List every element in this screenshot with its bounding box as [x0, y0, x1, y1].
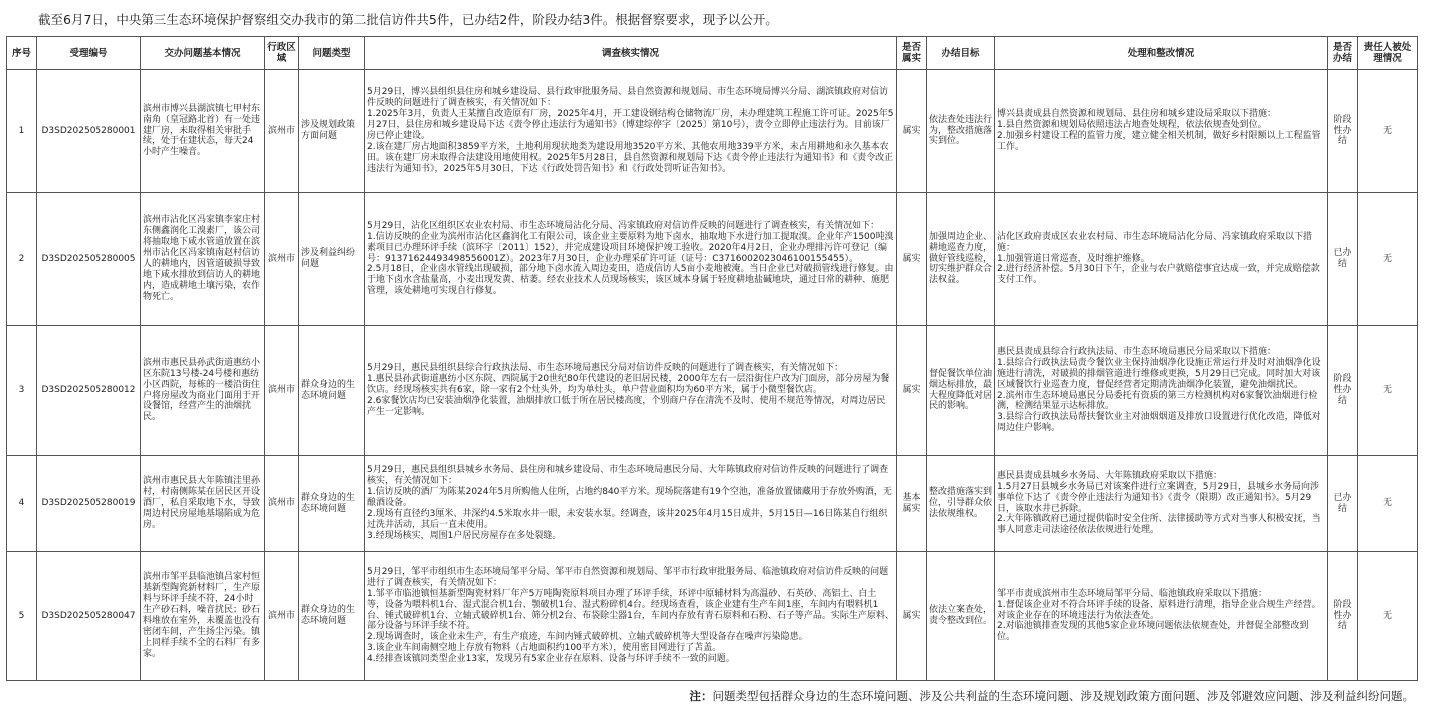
- cell-goal: 依法查处违法行为，整改措施落实到位。: [927, 70, 995, 193]
- header-handling: 处理和整改情况: [995, 37, 1328, 70]
- cell-goal: 整改措施落实到位，引导群众依法依规维权。: [927, 456, 995, 552]
- cell-problem: 滨州市博兴县湖滨镇七甲村东南角（皇冠路北首）有一处违建厂房，未取得相关审批手续，处于在建状态，每天24小时产生噪音。: [141, 70, 265, 193]
- cell-verified: 属实: [897, 70, 927, 193]
- cell-id: D3SD202505280001: [37, 70, 141, 193]
- cell-accountability: 无: [1358, 552, 1418, 681]
- table-header-row: [7, 37, 1418, 70]
- header-no: 序号: [7, 37, 37, 70]
- cell-handling: 博兴县责成县自然资源和规划局、县住房和城乡建设局采取以下措施： 1.县自然资源和规划局依照违法占地查处规程，依法依规查处到位。 2.加强乡村建设工程的监管力度，建立健全相关机制，做好乡村限额以上工程监管工作。: [995, 70, 1328, 193]
- cell-accountability: 无: [1358, 193, 1418, 326]
- cell-goal: 督促餐饮单位油烟达标排放，最大程度降低对居民的影响。: [927, 326, 995, 456]
- cell-problem: 滨州市邹平县临池镇吕家村恒基新型陶瓷新材料厂，生产原料与环评手续不符，24小时生产砂石料，噪音扰民；砂石料堆放在室外，未覆盖也没有密闭车间，产生扬尘污染。镇上同样手续不全的石料厂有多家。: [141, 552, 265, 681]
- cell-id: D3SD202505280005: [37, 193, 141, 326]
- cell-done: 阶段性办结: [1328, 326, 1358, 456]
- header-accountability: 责任人被处理情况: [1358, 37, 1418, 70]
- cell-id: D3SD202505280047: [37, 552, 141, 681]
- cell-verified: 属实: [897, 193, 927, 326]
- cell-done: 已办结: [1328, 456, 1358, 552]
- cell-investigation: 5月29日，沾化区组织区农业农村局、市生态环境局沾化分局、冯家镇政府对信访件反映的问题进行了调查核实，有关情况如下： 1.信访反映的企业为滨州市沾化区鑫润化工有限公司，该企业主要原料为地下卤水，抽取地下水进行加工提取溴。企业年产1500吨溴素项目已办理环评手续（滨环字〔2011〕152），并完成建设项目环境保护竣工验收。2020年4月2日，企业办理排污许可登记（编号：91371624493498556001Z）。2023年7月30日，企业办理采矿许可证（证号：C3716002023046100155455）。 2.5月18日，企业卤水管线出现破损，部分地下卤水流入周边麦田，造成信访人5亩小麦地被淹。当日企业已对破损管线进行修复。由于地下卤水含盐量高，小麦出现发黄、枯萎。经农业技术人员现场核实，该区域本身属于轻度耕地盐碱地块，通过日常的耕种、施肥管理，该处耕地可实现自行修复。: [365, 193, 897, 326]
- header-id: 受理编号: [37, 37, 141, 70]
- cell-accountability: 无: [1358, 456, 1418, 552]
- header-region: 行政区域: [265, 37, 299, 70]
- cell-done: 已办结: [1328, 193, 1358, 326]
- cell-goal: 依法立案查处，责令整改到位。: [927, 552, 995, 681]
- table-row: [7, 326, 1418, 456]
- header-investigation: 调查核实情况: [365, 37, 897, 70]
- cell-accountability: 无: [1358, 326, 1418, 456]
- cell-region: 滨州市: [265, 552, 299, 681]
- cell-no: 5: [7, 552, 37, 681]
- cell-region: 滨州市: [265, 193, 299, 326]
- cell-accountability: 无: [1358, 70, 1418, 193]
- header-done: 是否办结: [1328, 37, 1358, 70]
- cell-investigation: 5月29日，惠民县组织县综合行政执法局、市生态环境局惠民分局对信访件反映的问题进行了调查核实，有关情况如下： 1.惠民县孙武街道惠纺小区东院、西院属于20世纪80年代建设的老旧居民楼，2000年左右一层沿街住户改为门面房，部分房屋为餐饮店。经现场核实共有6家，除一家有2个灶头外，均为单灶头，单户营业面积均为60平方米，属于小微型餐饮店。 2.6家餐饮店均已安装油烟净化装置，油烟排放口低于所在居民楼高度，个别商户存在清洗不及时、使用不规范等情况，对周边居民产生一定影响。: [365, 326, 897, 456]
- table-row: [7, 552, 1418, 681]
- cell-verified: 属实: [897, 552, 927, 681]
- cell-id: D3SD202505280019: [37, 456, 141, 552]
- cell-handling: 惠民县责成县综合行政执法局、市生态环境局惠民分局采取以下措施： 1.县综合行政执法局责令餐饮业主保持油烟净化设施正常运行并及时对油烟净化设施进行清洗，对破损的排烟管道进行维修或更换，5月29日已完成。同时加大对该区域餐饮行业巡查力度，督促经营者定期清洗油烟净化装置，避免油烟扰民。 2.滨州市生态环境局惠民分局委托有资质的第三方检测机构对6家餐饮油烟进行检测，检测结果显示达标排放。 3.县综合行政执法局帮扶餐饮业主对油烟烟道及排放口设置进行优化改造，降低对周边住户影响。: [995, 326, 1328, 456]
- cell-type: 群众身边的生态环境问题: [299, 326, 365, 456]
- cell-region: 滨州市: [265, 326, 299, 456]
- table-row: [7, 456, 1418, 552]
- cell-goal: 加强周边企业、耕地巡查力度，做好管线巡检，切实维护群众合法权益。: [927, 193, 995, 326]
- cell-region: 滨州市: [265, 456, 299, 552]
- cell-problem: 滨州市惠民县大年陈镇洼里孙村，村南侧陈某在居民区开设酒厂，私自采取地下水，导致周边村民房屋地基塌陷成为危房。: [141, 456, 265, 552]
- cell-investigation: 5月29日，邹平市组织市生态环境局邹平分局、邹平市自然资源和规划局、邹平市行政审批服务局、临池镇政府对信访件反映的问题进行了调查核实，有关情况如下： 1.邹平市临池镇恒基新型陶瓷材料厂年产5万吨陶瓷原料项目办理了环评手续，环评中原辅材料为高温砂、石英砂、高铝土、白土等，设备为喂料机1台、湿式混合机1台、颚破机1台、湿式粉碎机4台。经现场查看，该企业建有生产车间1座，车间内有喂料机1台、锤式破碎机1台、立轴式破碎机1台、筛分机2台、布袋除尘器1台，车间内存放有青石原料和石粉、石子等产品。实际生产原料、部分设备与环评手续不符。 2.现场调查时，该企业未生产，有生产痕迹，车间内锤式破碎机、立轴式破碎机等大型设备存在噪声污染隐患。 3.该企业车间南侧空地上存放有物料（占地面积约100平方米），使用密目网进行了苫盖。 4.经排查该镇同类型企业13家，发现另有5家企业存在原料、设备与环评手续不一致的问题。: [365, 552, 897, 681]
- intro-text: 截至6月7日，中央第三生态环境保护督察组交办我市的第二批信访件共5件，已办结2件，阶段办结3件。根据督察要求，现予以公开。: [38, 12, 778, 27]
- cell-investigation: 5月29日，惠民县组织县城乡水务局、县住房和城乡建设局、市生态环境局惠民分局、大年陈镇政府对信访件反映的问题进行了调查核实，有关情况如下： 1.信访反映的酒厂为陈某2024年5月所购他人住所，占地约840平方米。现场院落建有19个空池，准备放置储藏用于存放外购酒，无酿酒设备。 2.现场有直径约3厘米、井深约4.5米取水井一眼，未安装水泵。经调查，该井2025年4月15日成井，5月15日—16日陈某自行组织过洗井活动，其后一直未使用。 3.经现场核实，周围1户居民房屋存在多处裂缝。: [365, 456, 897, 552]
- cell-verified: 属实: [897, 326, 927, 456]
- cell-no: 1: [7, 70, 37, 193]
- cell-done: 阶段性办结: [1328, 552, 1358, 681]
- header-problem: 交办问题基本情况: [141, 37, 265, 70]
- cell-region: 滨州市: [265, 70, 299, 193]
- cell-handling: 惠民县责成县城乡水务局、大年陈镇政府采取以下措施： 1.5月27日县城乡水务局已对该案件进行立案调查，5月29日，县城乡水务局向涉事单位下达了《责令停止违法行为通知书》《责令（限期）改正通知书》。5月29日，该取水井已拆除。 2.大年陈镇政府已通过提供临时安全住所、法律援助等方式对当事人积极安抚，当事人同意走司法途径依法依规进行处理。: [995, 456, 1328, 552]
- cell-verified: 基本属实: [897, 456, 927, 552]
- cell-no: 2: [7, 193, 37, 326]
- cell-type: 涉及利益纠纷问题: [299, 193, 365, 326]
- cell-problem: 滨州市沾化区冯家镇李家庄村东侧鑫润化工溴素厂，该公司将抽取地下咸水管道放置在滨州市沾化区冯家镇南赵村信访人的耕地内，因管道破损导致地下咸水排放到信访人的耕地内，造成耕地土壤污染，农作物死亡。: [141, 193, 265, 326]
- cell-handling: 沾化区政府责成区农业农村局、市生态环境局沾化分局、冯家镇政府采取以下措施： 1.加强管道日常巡查，及时维护维修。 2.进行经济补偿。5月30日下午，企业与农户就赔偿事宜达成一致，并完成赔偿款支付工作。: [995, 193, 1328, 326]
- table-row: [7, 193, 1418, 326]
- cell-no: 4: [7, 456, 37, 552]
- table-row: [7, 70, 1418, 193]
- cell-investigation: 5月29日，博兴县组织县住房和城乡建设局、县行政审批服务局、县自然资源和规划局、市生态环境局博兴分局、湖滨镇政府对信访件反映的问题进行了调查核实，有关情况如下： 1.2025年3月，负责人王某擅自改造原有厂房，2025年4月，开工建设钢结构仓储物流厂房，未办理建筑工程施工许可证。2025年5月27日，县住房和城乡建设局下达《责令停止违法行为通知书》（博建综停字〔2025〕第10号），责令立即停止违法行为。目前该厂房已停止建设。 2.该在建厂房占地面积3859平方米，土地利用现状地类为建设用地3520平方米、其他农用地339平方米，未占用耕地和永久基本农田。该在建厂房未取得合法建设用地使用权。2025年5月28日，县自然资源和规划局下达《责令停止违法行为通知书》和《责令改正违法行为通知书》，2025年5月30日，下达《行政处罚告知书》和《行政处罚听证告知书》。: [365, 70, 897, 193]
- petition-table: [6, 36, 1418, 681]
- cell-type: 涉及规划政策方面问题: [299, 70, 365, 193]
- cell-type: 群众身边的生态环境问题: [299, 552, 365, 681]
- footnote-label: 注：: [689, 689, 713, 703]
- cell-problem: 滨州市惠民县孙武街道惠纺小区东院13号楼-24号楼和惠纺小区西院，每栋的一楼沿街住户将房屋改为商业门面用于开设餐馆，经营产生的油烟扰民。: [141, 326, 265, 456]
- footnote: [690, 688, 1415, 704]
- cell-type: 群众身边的生态环境问题: [299, 456, 365, 552]
- cell-handling: 邹平市责成滨州市生态环境局邹平分局、临池镇政府采取以下措施： 1.督促该企业对不符合环评手续的设备、原料进行清理，指导企业合规生产经营。对该企业存在的环境违法行为依法查处。 2.对临池镇排查发现的其他5家企业环境问题依法依规查处，并督促全部整改到位。: [995, 552, 1328, 681]
- cell-id: D3SD202505280012: [37, 326, 141, 456]
- cell-done: 阶段性办结: [1328, 70, 1358, 193]
- footnote-text: 问题类型包括群众身边的生态环境问题、涉及公共利益的生态环境问题、涉及规划政策方面问题、涉及邻避效应问题、涉及利益纠纷问题。: [712, 689, 1414, 703]
- header-type: 问题类型: [299, 37, 365, 70]
- header-goal: 办结目标: [927, 37, 995, 70]
- cell-no: 3: [7, 326, 37, 456]
- header-verified: 是否属实: [897, 37, 927, 70]
